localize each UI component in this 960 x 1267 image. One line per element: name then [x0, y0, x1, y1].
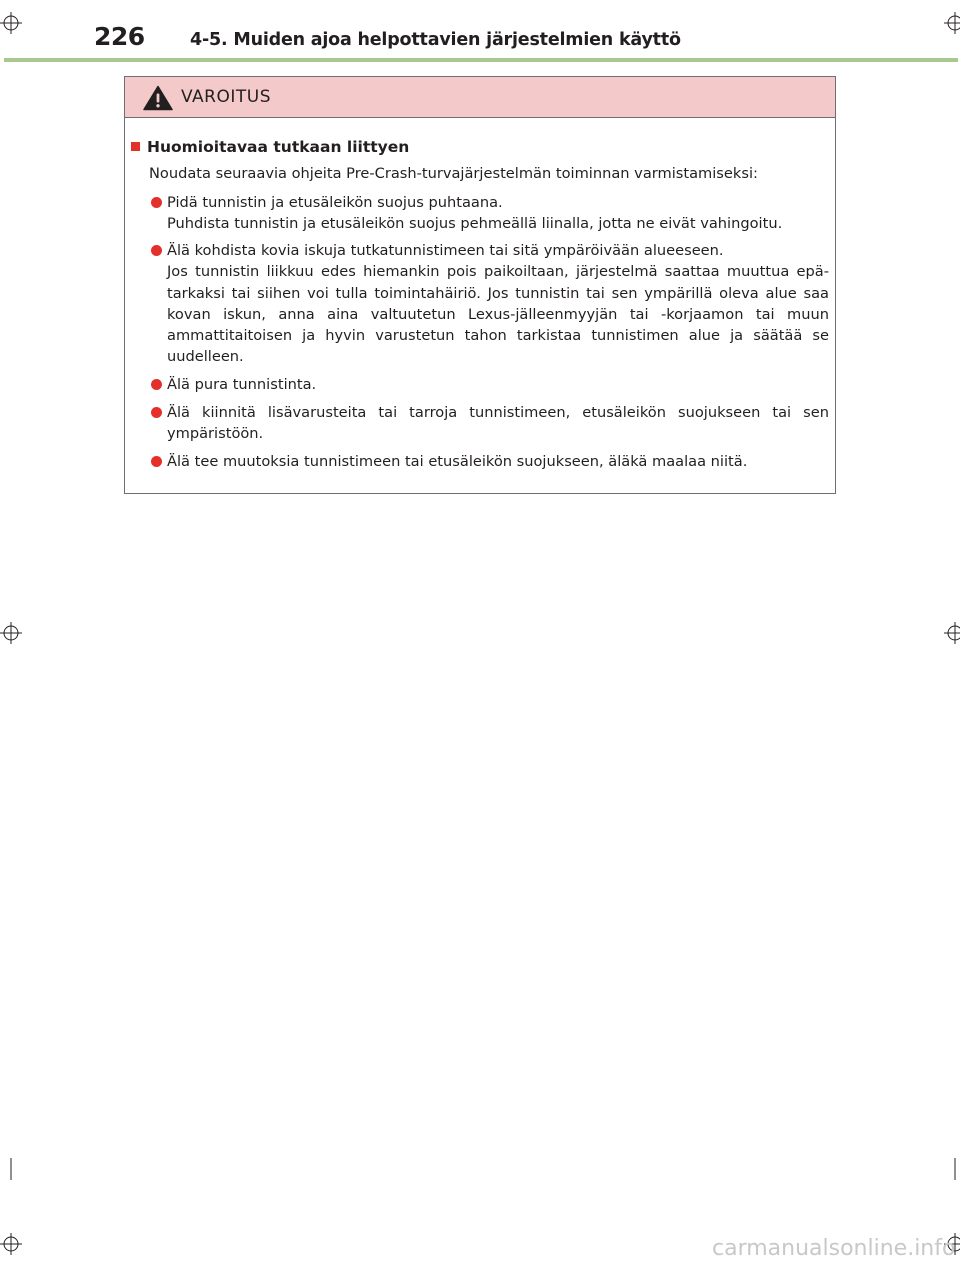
warning-title: VAROITUS: [181, 87, 271, 107]
page-header: [0, 0, 960, 62]
list-item-body: Puhdista tunnistin ja etusäleikön suojus pehmeällä liinalla, jotta ne eivät vahingoitu.: [167, 215, 783, 233]
list-item: [167, 374, 829, 395]
list-item-title: Älä kiinnitä lisävarusteita tai tarroja tunnistimeen, etusäleikön suojukseen tai sen ympäristöön.: [167, 404, 829, 443]
bullet-icon: [151, 379, 162, 390]
crop-mark-bottom-left: [0, 1233, 22, 1255]
warning-triangle-icon: [143, 85, 173, 111]
crop-mark-middle-left: [0, 622, 22, 644]
list-item-title: Älä pura tunnistinta.: [167, 376, 317, 393]
bullet-icon: [151, 197, 162, 208]
header-rule: [4, 58, 958, 62]
section-title: 4-5. Muiden ajoa helpottavien järjestelmien käyttö: [190, 30, 681, 50]
warning-box: [124, 76, 836, 494]
bullet-icon: [151, 456, 162, 467]
crop-mark-middle-right: [944, 622, 960, 644]
list-item-title: Älä tee muutoksia tunnistimeen tai etusäleikön suojukseen, äläkä maalaa niitä.: [167, 453, 748, 470]
list-item: [167, 192, 829, 235]
crop-mark-lower-right: [944, 1158, 960, 1180]
list-item-title: Älä kohdista kovia iskuja tutkatunnistimeen tai sitä ympäröivään alueeseen.: [167, 242, 724, 259]
list-item-body: Jos tunnistin liikkuu edes hiemankin pois paikoiltaan, järjestelmä saattaa muuttua epä-tarkaksi tai siihen voi tulla toimintahäiriö. Jos tunnistin tai sen ympärillä oleva alue saa kovan iskun, anna aina valtuutetun Lexus-jälleenmyyjän tai -korjaamon tai muun ammattitaitoisen ja hyvin varustetun tahon tarkistaa tunnistimen alue ja säätää se uudelleen.: [167, 263, 829, 366]
subheading-text: Huomioitavaa tutkaan liittyen: [147, 138, 410, 156]
list-item: [167, 402, 829, 445]
warning-header: [125, 77, 835, 118]
warning-subheading: [131, 138, 409, 156]
bullet-icon: [151, 407, 162, 418]
watermark: carmanualsonline.info: [712, 1236, 956, 1261]
warning-intro: Noudata seuraavia ohjeita Pre-Crash-turvajärjestelmän toiminnan varmistamiseksi:: [149, 165, 758, 182]
list-item-title: Pidä tunnistin ja etusäleikön suojus puhtaana.: [167, 194, 503, 211]
list-item: [167, 451, 829, 472]
crop-mark-lower-left: [0, 1158, 22, 1180]
bullet-icon: [151, 245, 162, 256]
square-bullet-icon: [131, 142, 140, 151]
list-item: [167, 240, 829, 368]
page-number: 226: [94, 22, 145, 51]
